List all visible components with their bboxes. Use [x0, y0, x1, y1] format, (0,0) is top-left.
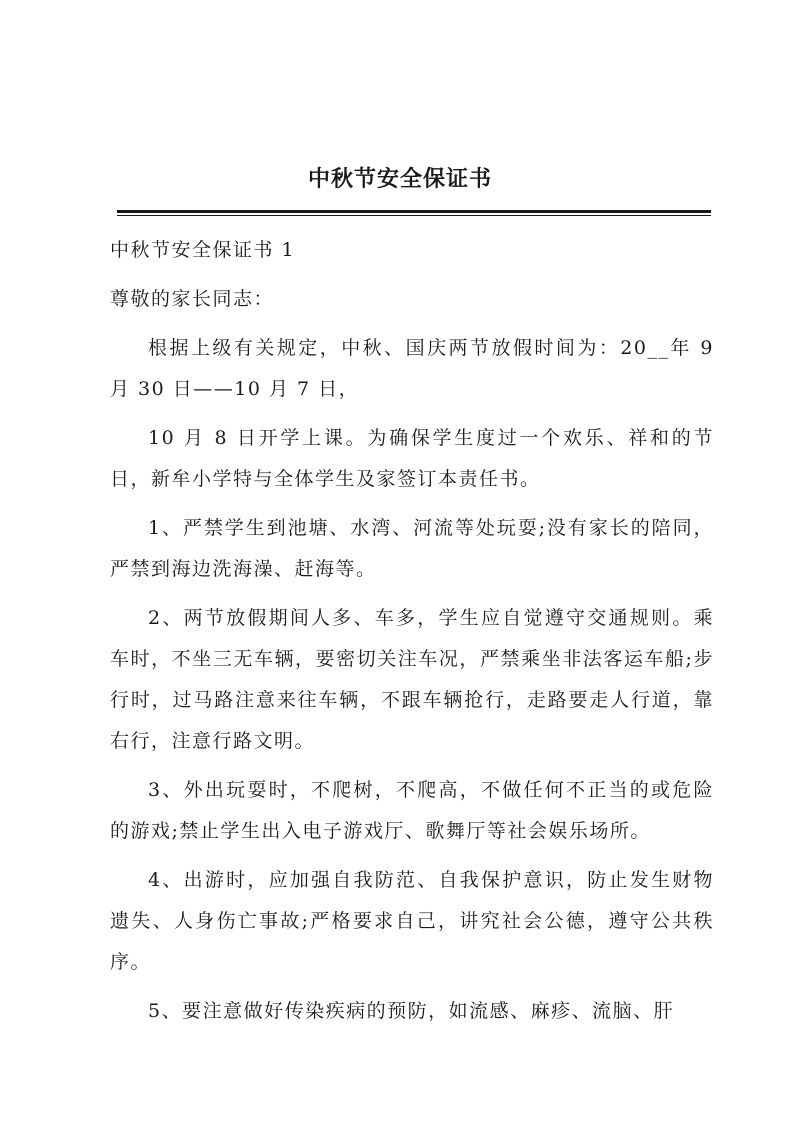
- paragraph: 10 月 8 日开学上课。为确保学生度过一个欢乐、祥和的节日，新牟小学特与全体学生及家签订本责任书。: [110, 427, 714, 490]
- paragraph: 3、外出玩耍时，不爬树，不爬高，不做任何不正当的或危险的游戏;禁止学生出入电子游戏厅、歌舞厅等社会娱乐场所。: [110, 779, 714, 842]
- document-body: [110, 230, 714, 1032]
- document-title: 中秋节安全保证书: [307, 166, 492, 192]
- paragraph: 5、要注意做好传染疾病的预防，如流感、麻疹、流脑、肝: [148, 1000, 675, 1022]
- paragraph: 4、出游时，应加强自我防范、自我保护意识，防止发生财物遗失、人身伤亡事故;严格要求自己，讲究社会公德，遵守公共秩序。: [110, 869, 714, 973]
- title-divider-thick: [117, 210, 711, 213]
- salutation: 尊敬的家长同志：: [110, 288, 275, 310]
- paragraph: 根据上级有关规定，中秋、国庆两节放假时间为：20__年 9 月 30 日——10 月 7 日，: [110, 337, 714, 400]
- title-divider-thin: [117, 215, 711, 216]
- paragraph: 1、严禁学生到池塘、水湾、河流等处玩耍;没有家长的陪同，严禁到海边洗海澡、赶海等。: [110, 517, 714, 580]
- paragraph: 2、两节放假期间人多、车多，学生应自觉遵守交通规则。乘车时，不坐三无车辆，要密切关注车况，严禁乘坐非法客运车船;步行时，过马路注意来往车辆，不跟车辆抢行，走路要走人行道，靠右行，注意行路文明。: [110, 607, 714, 752]
- section-heading: 中秋节安全保证书 1: [110, 239, 296, 261]
